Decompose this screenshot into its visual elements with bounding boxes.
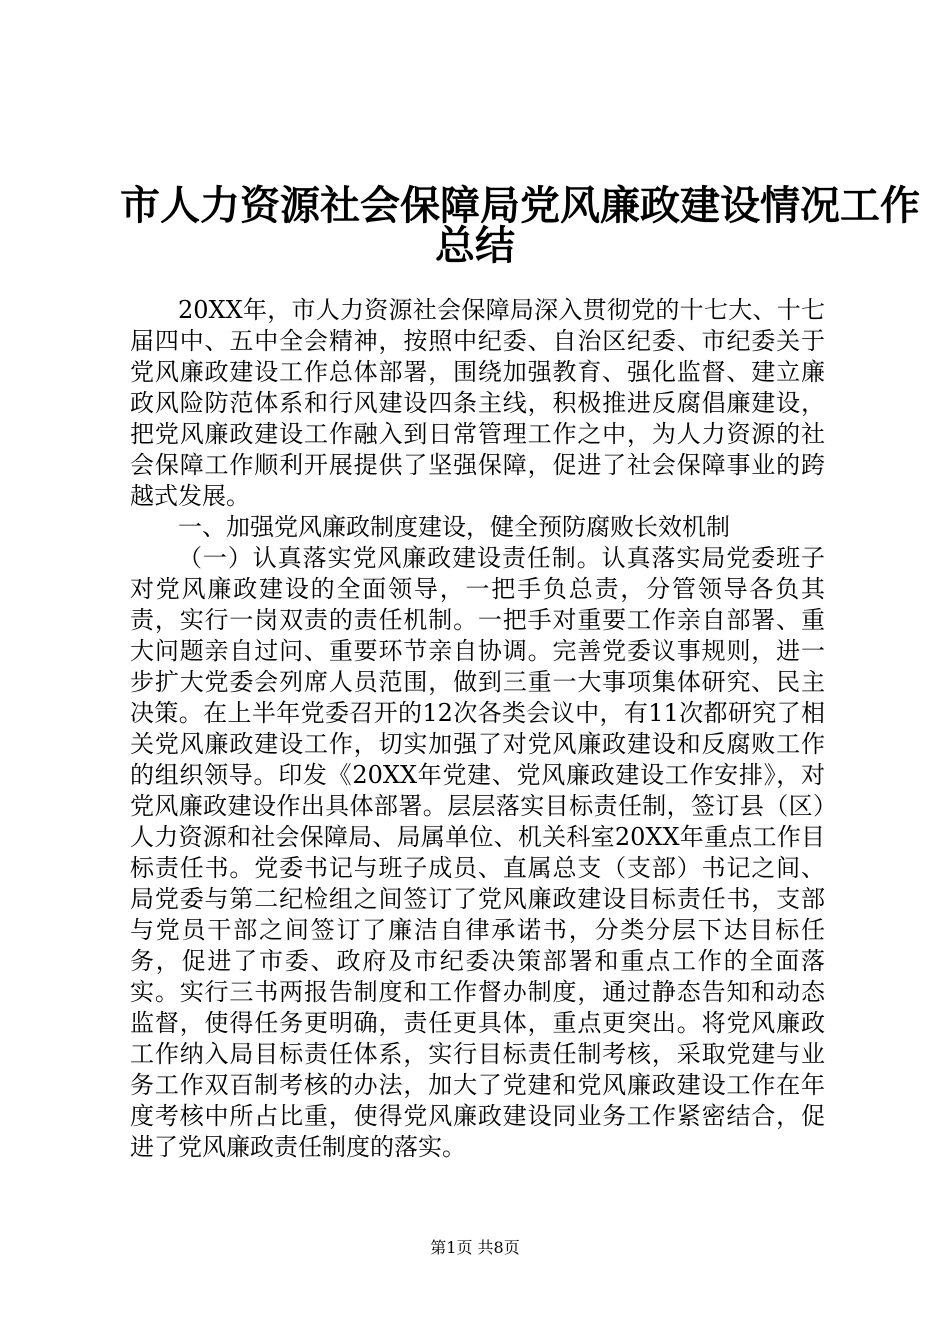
subsection-paragraph: （一）认真落实党风廉政建设责任制。认真落实局党委班子对党风廉政建设的全面领导，一把手负总责，分管领导各负其责，实行一岗双责的责任机制。一把手对重要工作亲自部署、重大问题亲自过问、重要环节亲自协调。完善党委议事规则，进一步扩大党委会列席人员范围，做到三重一大事项集体研究、民主决策。在上半年党委召开的12次各类会议中，有11次都研究了相关党风廉政建设工作，切实加强了对党风廉政建设和反腐败工作的组织领导。印发《20XX年党建、党风廉政建设工作安排》，对党风廉政建设作出具体部署。层层落实目标责任制，签订县（区）人力资源和社会保障局、局属单位、机关科室20XX年重点工作目标责任书。党委书记与班子成员、直属总支（支部）书记之间、局党委与第二纪检组之间签订了党风廉政建设目标责任书，支部与党员干部之间签订了廉洁自律承诺书，分类分层下达目标任务，促进了市委、政府及市纪委决策部署和重点工作的全面落实。实行三书两报告制度和工作督办制度，通过静态告知和动态监督，使得任务更明确，责任更具体，重点更突出。将党风廉政工作纳入局目标责任体系，实行目标责任制考核，采取党建与业务工作双百制考核的办法，加大了党建和党风廉政建设工作在年度考核中所占比重，使得党风廉政建设同业务工作紧密结合，促进了党风廉政责任制度的落实。 [130,544,825,1161]
intro-paragraph: 20XX年，市人力资源社会保障局深入贯彻党的十七大、十七届四中、五中全会精神，按照中纪委、自治区纪委、市纪委关于党风廉政建设工作总体部署，围绕加强教育、强化监督、建立廉政风险防范体系和行风建设四条主线，积极推进反腐倡廉建设，把党风廉政建设工作融入到日常管理工作之中，为人力资源的社会保障工作顺利开展提供了坚强保障，促进了社会保障事业的跨越式发展。 [130,296,825,510]
document-title-line-1: 市人力资源社会保障局党风廉政建设情况工作 [120,182,920,229]
document-body [130,295,825,1163]
section-heading: 一、加强党风廉政制度建设，健全预防腐败长效机制 [178,513,730,541]
page-footer: 第1页 共8页 [430,1238,520,1257]
document-title-line-2: 总结 [435,222,515,269]
